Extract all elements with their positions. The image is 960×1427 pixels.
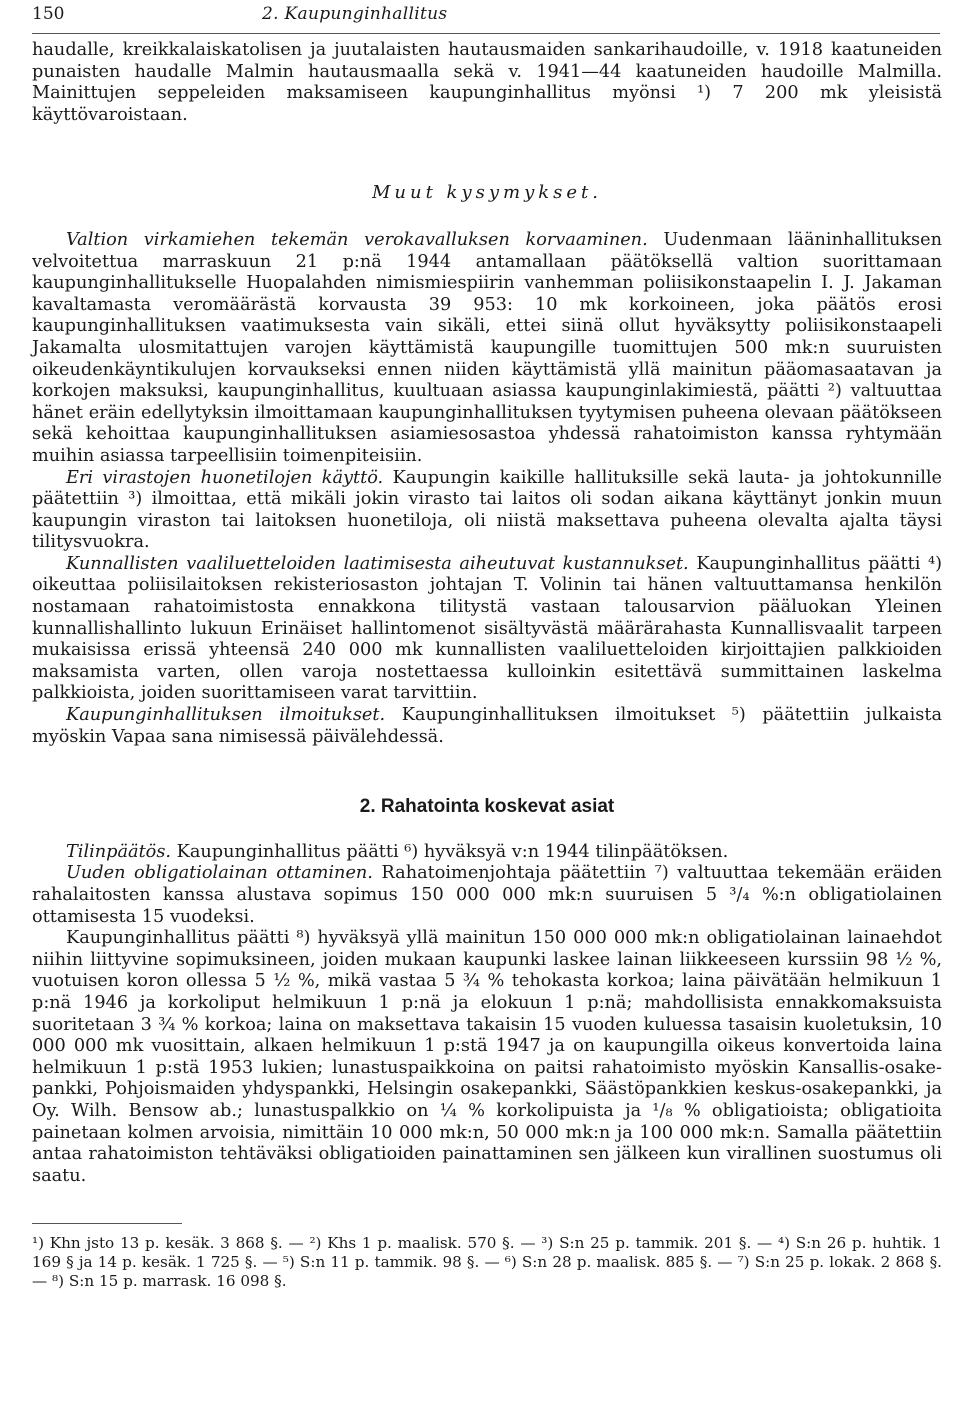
paragraph-tilinpaatos [32, 842, 942, 864]
topic-heading: Uuden obligatiolainan ottaminen. [66, 863, 373, 884]
topic-heading: Eri virastojen huonetilojen käyttö. [66, 467, 384, 488]
intro-paragraph: haudalle, kreikkalaiskatolisen ja juutalaisten hautausmaiden sankarihaudoille, v. 1918 kaatuneiden punaisten haudalle Malmin hautausmaalla sekä v. 1941—44 kaatuneiden haudoille Malmilla. Mainittujen seppeleiden maksamiseen kaupunginhallitus myönsi ¹) 7 200 mk yleisistä käyttövaroistaan. [32, 40, 942, 125]
paragraph-text: Rahatoimenjohtaja päätettiin ⁷) valtuuttaa tekemään eräiden rahalaitosten kanssa alustava sopimus 150 000 000 mk:n suuruisen 5 ³/₄ %:n obligatiolainen ottamisesta 15 vuodeksi. [32, 863, 942, 927]
paragraph-text: Kaupunginhallituksen ilmoitukset ⁵) päätettiin julkaista myöskin Vapaa sana nimisessä päivälehdessä. [32, 705, 942, 747]
topic-heading: Kaupunginhallituksen ilmoitukset. [66, 705, 386, 726]
topic-heading: Tilinpäätös. [66, 841, 172, 862]
paragraph-lainaehdot [32, 928, 942, 1187]
chapter-title-rahatointa: 2. Rahatointa koskevat asiat [359, 796, 615, 818]
paragraph-text: Kaupunginhallitus päätti ⁸) hyväksyä yllä mainitun 150 000 000 mk:n obligatiolainan lainaehdot niihin liittyvine sopimuksineen, joiden mukaan kaupunki laskee lainan liikkeeseen kurssiin 98 ½ %, vuotuisen koron ollessa 5 ½ %, mikä vastaa 5 ¾ % tehokasta korkoa; laina päivätään helmikuun 1 p:nä 1946 ja korkoliput helmikuun 1 p:nä ja elokuun 1 p:nä; mahdollisista ennakkomaksuista suoritetaan 3 ¾ % korkoa; laina on maksettava takaisin 15 vuoden kuluessa tasaisin kuoletuksin, 10 000 000 mk vuosittain, alkaen helmikuun 1 p:stä 1947 ja on kaupungilla oikeus konvertoida laina helmikuun 1 p:stä 1953 lukien; lunastuspaikkoina on paitsi rahatoimisto myöskin Kansallis-osake-pankki, Pohjoismaiden yhdyspankki, Helsingin osakepankki, Säästöpankkien keskus-osakepankki, ja Oy. Wilh. Bensow ab.; lunastuspalkkio on ¼ % korkolipuista ja ¹/₈ % obligatioista; obligatioita painetaan kolmen arvoisia, nimittäin 10 000 mk:n, 50 000 mk:n ja 100 000 mk:n. Samalla päätettiin antaa rahatoimiston tehtäväksi obligatioiden painattaminen sen jälkeen kun virallinen suostumus oli saatu. [32, 928, 942, 1186]
paragraph-huonetilat [32, 468, 942, 554]
paragraph-text: Kaupunginhallitus päätti ⁴) oikeuttaa poliisilaitoksen rekisteriosaston johtajan T. Volinin tai hänen valtuuttamansa henkilön nostamaan rahatoimistosta ennakkona tilitystä vastaan talousarvion pääluokan Yleinen kunnallishallinto lukuun Erinäiset hallintomenot sisältyvästä määrärahasta Kunnallisvaalit tarpeen mukaisissa erissä yhteensä 240 000 mk kunnallisten vaaliluetteloiden kirjoittajien palkkioiden maksamista varten, ollen varoja nostettaessa kulloinkin esitettävä summittainen laskelma palkkioista, joiden suorittamiseen varat tarvittiin. [32, 553, 942, 704]
paragraph-text: Kaupunginhallitus päätti ⁶) hyväksyä v:n 1944 tilinpäätöksen. [171, 841, 729, 862]
paragraph-verokavallus [32, 230, 942, 468]
document-page [32, 0, 942, 1307]
footnotes: ¹) Khn jsto 13 p. kesäk. 3 868 §. — ²) Khs 1 p. maalisk. 570 §. — ³) S:n 25 p. tammik. 201 §. — ⁴) S:n 26 p. huhtik. 1 169 § ja 14 p. kesäk. 1 725 §. — ⁵) S:n 11 p. tammik. 98 §. — ⁶) S:n 28 p. maalisk. 885 §. — ⁷) S:n 25 p. lokak. 2 868 §. — ⁸) S:n 15 p. marrask. 16 098 §. [32, 1234, 942, 1291]
header-rule [32, 33, 940, 34]
topic-heading: Valtion virkamiehen tekemän verokavalluksen korvaaminen. [66, 229, 648, 250]
topic-heading: Kunnallisten vaaliluetteloiden laatimisesta aiheutuvat kustannukset. [66, 553, 689, 574]
paragraph-text: Uudenmaan lääninhallituksen velvoitettua marraskuun 21 p:nä 1944 antamallaan päätöksellä valtion suorittamaan kaupunginhallitukselle Huopalahden nimismiespiirin vanhemman poliisikonstaapelin I. J. Jakaman kavaltamasta veromäärästä korvausta 39 953: 10 mk korkoineen, joka päätös erosi kaupunginhallituksen vaatimuksesta vain sikäli, ettei siinä ollut hyväksytty poliisikonstaapeli Jakamalta ulosmitattujen varojen käyttämistä kaupungille tuomittujen 500 mk:n suuruisten oikeudenkäyntikulujen korvaukseksi ennen niiden käyttämistä yllä mainitun pääomasaatavan ja korkojen maksuksi, kaupunginhallitus, kuultuaan asiassa kaupunginlakimiestä, päätti ²) valtuuttaa hänet eräin edellytyksin ilmoittamaan kaupunginhallituksen tyytymisen puheena olevaan päätökseen sekä kehoittaa kaupunginhallituksen asiamiesosastoa yhdessä rahatoimiston kanssa ryhtymään muihin asiassa tarpeellisiin toimenpiteisiin. [32, 229, 942, 466]
paragraph-obligatiolaina [32, 863, 942, 928]
page-number: 150 [32, 4, 65, 24]
page-header [32, 0, 942, 40]
running-head: 2. Kaupunginhallitus [262, 4, 448, 24]
body-text [32, 40, 942, 1187]
paragraph-text: Kaupungin kaikille hallituksille sekä lauta- ja johtokunnille päätettiin ³) ilmoittaa, että mikäli jokin virasto tai laitos oli sodan aikana käyttänyt jonkin muun kaupungin viraston tai laitoksen huonetiloja, oli niistä maksettava puheena olevalta ajalta täysi tilitysvuokra. [32, 467, 942, 553]
section-title-muut-kysymykset: Muut kysymykset. [371, 182, 603, 204]
paragraph-vaaliluettelot [32, 554, 942, 705]
paragraph-ilmoitukset [32, 705, 942, 748]
footnote-rule [32, 1223, 182, 1224]
